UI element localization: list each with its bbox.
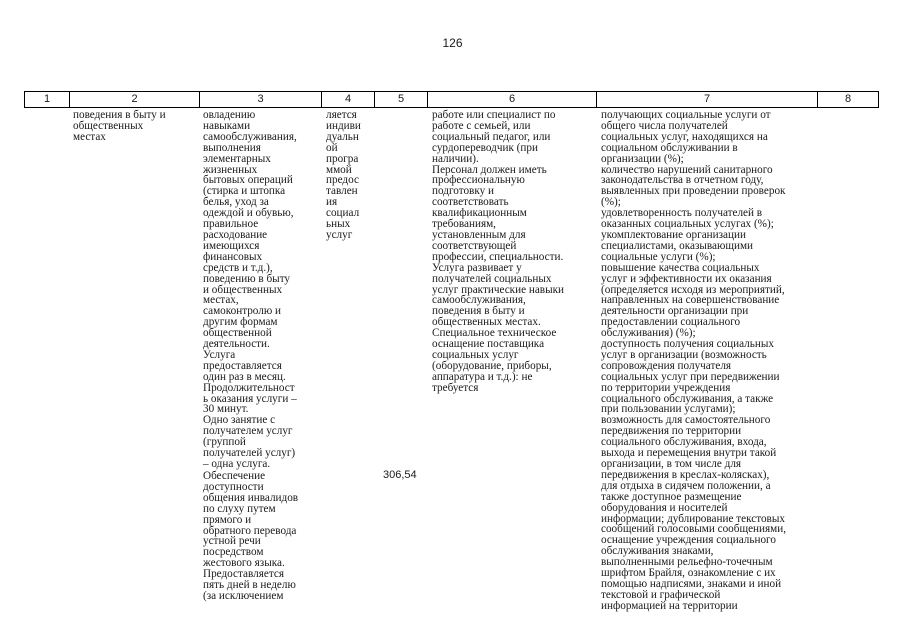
column-header-8: 8 xyxy=(817,92,878,107)
cell-service-description-accessibility: Обеспечение доступности общения инвалидов по слуху путем прямого и обратного перевода устной речи посредством жестового языка. Предоставляется пять дней в неделю (за исключением xyxy=(203,470,299,602)
page-number: 126 xyxy=(442,36,463,50)
cell-service-norms: ляется индиви дуальн ой програ ммой предос тавлен ия социал ьных услуг xyxy=(326,109,361,241)
column-header-5: 5 xyxy=(374,92,427,107)
cell-service-conditions: работе или специалист по работе с семьей, или социальный педагог, или сурдопереводчик (при наличии). Персонал должен иметь профессиональную подготовку и соответствовать квалификационным требованиям, установленным для соответствующей профессии, специальности. Услуга развивает у получателей социальных услуг практические навыки самообслуживания, поведения в быту и общественных местах. Специальное техническое оснащение поставщика социальных услуг (оборудование, приборы, аппаратура и т.д.): не требуется xyxy=(432,109,565,394)
column-header-6: 6 xyxy=(427,92,596,107)
cell-quality-indicators: получающих социальные услуги от общего числа получателей социальных услуг, находящихся на социальном обслуживании в организации (%); количество нарушений санитарного законодательства в отчетном году, выявленных при проведении проверок (%); удовлетворенность получателей в оказанных социальных услугах (%); укомплектование организации специалистами, оказывающими социальные услуги (%); повышение качества социальных услуг и эффективности их оказания (определяется исходя из мероприятий, направленных на совершенствование деятельности организации при предоставлении социального обслуживания) (%); доступность получения социальных услуг в организации (возможность сопровождения получателя социальных услуг при передвижении по территории учреждения социального обслуживания, а также при пользовании услугами); возможность для самостоятельного передвижения по территории социального обслуживания, входа, выхода и перемещения внутри такой организации, в том числе для передвижения в креслах-колясках), для отдыха в сидячем положении, а также доступное размещение оборудования и носителей информации; дублирование текстовых сообщений голосовыми сообщениями, оснащение учреждения социального обслуживания знаками, выполненными рельефно-точечным шрифтом Брайля, ознакомление с их помощью надписями, знаками и иной текстовой и графической информацией на территории xyxy=(601,109,787,612)
table-header-row xyxy=(24,91,879,108)
column-header-3: 3 xyxy=(199,92,321,107)
column-header-1: 1 xyxy=(43,93,51,105)
cell-service-description: овладению навыками самообслуживания, выполнения элементарных жизненных бытовых операций (стирка и штопка белья, уход за одеждой и обувью, правильное расходование имеющихся финансовых средств и т.д.), поведению в быту и общественных местах, самоконтролю и другим формам общественной деятельности. Услуга предоставляется один раз в месяц. Продолжительност ь оказания услуги – 30 минут. Одно занятие с получателем услуг (группой получателей услуг) – одна услуга. xyxy=(203,109,297,470)
cell-service-name: поведения в быту и общественных местах xyxy=(73,109,166,143)
column-header-7: 7 xyxy=(596,92,817,107)
column-header-4: 4 xyxy=(321,92,374,107)
cell-tariff-value: 306,54 xyxy=(383,469,417,481)
column-header-2: 2 xyxy=(69,92,199,107)
